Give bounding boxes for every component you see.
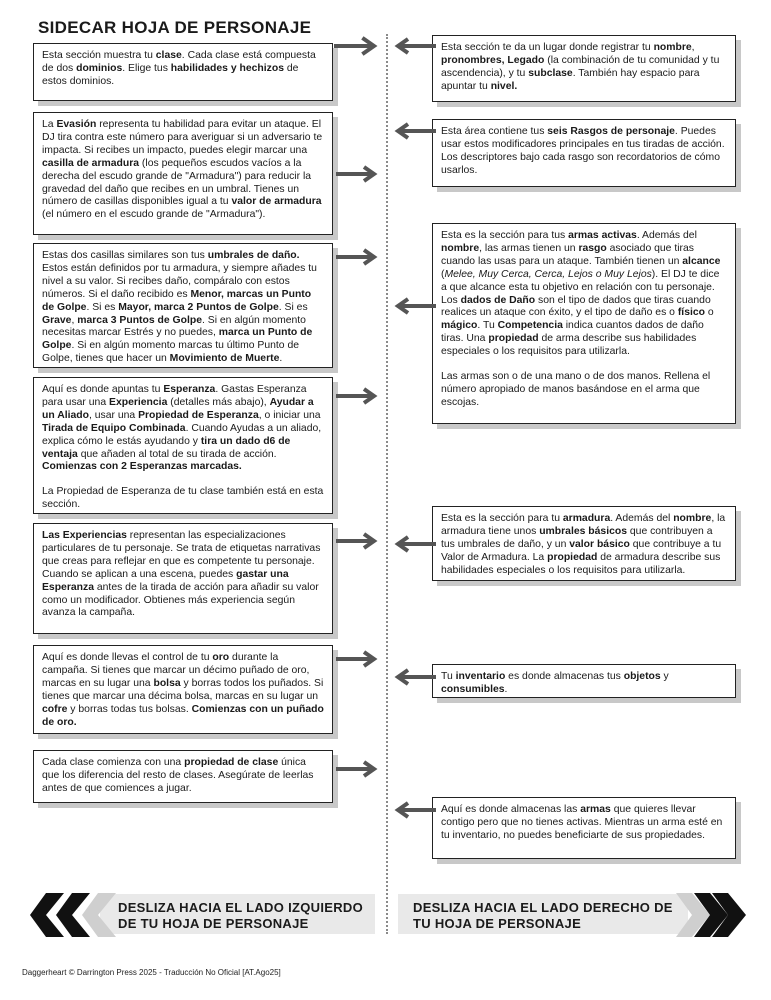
arrow-left-icon xyxy=(386,121,438,141)
double-chevron-left-icon xyxy=(30,893,116,937)
box-inventario: Tu inventario es donde almacenas tus objetos y consumibles. xyxy=(432,664,736,698)
arrow-left-icon xyxy=(386,667,438,687)
arrow-left-icon xyxy=(386,534,438,554)
arrow-left-icon xyxy=(386,36,438,56)
double-chevron-right-icon xyxy=(676,893,746,937)
banner-right-text: DESLIZA HACIA EL LADO DERECHO DE TU HOJA DE PERSONAJE xyxy=(413,900,673,931)
banner-left-text: DESLIZA HACIA EL LADO IZQUIERDO DE TU HOJA DE PERSONAJE xyxy=(118,900,363,931)
arrow-right-icon xyxy=(334,759,386,779)
box-propiedad-clase: Cada clase comienza con una propiedad de clase única que los diferencia del resto de clases. Asegúrate de leerlas antes de que comiences a jugar. xyxy=(33,750,333,803)
box-rasgos: Esta área contiene tus seis Rasgos de personaje. Puedes usar estos modificadores principales en tus tiradas de acción. Los descriptores bajo cada rasgo son recordatorios de cómo usarlos. xyxy=(432,119,736,187)
arrow-right-icon xyxy=(334,386,386,406)
box-oro: Aquí es donde llevas el control de tu oro durante la campaña. Si tienes que marcar un décimo puñado de oro, marcas en su lugar una bolsa y borras todos los puñados. Si tienes que marcar una décima bolsa, marcas en su lugar un cofre y borras todas tus bolsas. Comienzas con un puñado de oro. xyxy=(33,645,333,734)
box-armadura: Esta es la sección para tu armadura. Además del nombre, la armadura tiene unos umbrales básicos que contribuyen a tus umbrales de daño, y un valor básico que contribuye a tu Valor de Armadura. La propiedad de armadura describe sus habilidades especiales o los requisitos para utilizarla. xyxy=(432,506,736,581)
footer-credit: Daggerheart © Darrington Press 2025 - Traducción No Oficial [AT.Ago25] xyxy=(22,968,281,977)
box-experiencias: Las Experiencias representan las especializaciones particulares de tu personaje. Se trata de etiquetas narrativas que creas para reflejar en que es competente tu personaje. Cuando se aplican a una escena, puedes gastar una Esperanza antes de la tirada de acción para añadir su valor como un modificador. Obtienes más experiencia según avanza la campaña. xyxy=(33,523,333,634)
arrow-left-icon xyxy=(386,800,438,820)
center-divider xyxy=(386,34,388,934)
box-esperanza: Aquí es donde apuntas tu Esperanza. Gastas Esperanza para usar una Experiencia (detalles más abajo), Ayudar a un Aliado, usar una Propiedad de Esperanza, o iniciar una Tirada de Equipo Combinada. Cuando Ayudas a un aliado, explica cómo le estás ayudando y tira un dado d6 de ventaja que añaden al total de su tirada de acción. Comienzas con 2 Esperanzas marcadas. La Propiedad de Esperanza de tu clase también está en esta sección. xyxy=(33,377,333,514)
arrow-right-icon xyxy=(334,531,386,551)
arrow-right-icon xyxy=(334,36,386,56)
arrow-right-icon xyxy=(334,247,386,267)
box-almacen-armas: Aquí es donde almacenas las armas que quieres llevar contigo pero que no tienes activas. Mientras un arma esté en tu inventario, no puedes beneficiarte de sus propiedades. xyxy=(432,797,736,859)
arrow-left-icon xyxy=(386,296,438,316)
box-evasion: La Evasión representa tu habilidad para evitar un ataque. El DJ tira contra este número para averiguar si un adversario te impacta. Si recibes un impacto, puedes elegir marcar una casilla de armadura (los pequeños escudos vacíos a la derecha del escudo grande de "Armadura") para reducir la gravedad del daño que recibes en un umbral. Tienes un número de casillas disponibles igual a tu valor de armadura (el número en el escudo grande de "Armadura"). xyxy=(33,112,333,235)
box-nombre: Esta sección te da un lugar donde registrar tu nombre, pronombres, Legado (la combinación de tu comunidad y tu ascendencia), y tu subclase. También hay espacio para apuntar tu nivel. xyxy=(432,35,736,102)
arrow-right-icon xyxy=(334,164,386,184)
box-umbrales: Estas dos casillas similares son tus umbrales de daño. Estos están definidos por tu armadura, y siempre añades tu nivel a su valor. Si recibes daño, compáralo con estos números. Si el daño recibido es Menor, marcas un Punto de Golpe. Si es Mayor, marca 2 Puntos de Golpe. Si es Grave, marca 3 Puntos de Golpe. Si en algún momento necesitas marcar Estrés y no puedes, marca un Punto de Golpe. Si en algún momento marcas tu último Punto de Golpe, tienes que hacer un Movimiento de Muerte. xyxy=(33,243,333,368)
box-armas: Esta es la sección para tus armas activas. Además del nombre, las armas tienen un rasgo asociado que tiras cuando las usas para un ataque. También tienen un alcance (Melee, Muy Cerca, Cerca, Lejos o Muy Lejos). El DJ te dice a que alcance esta tu objetivo en relación con tu personaje. Los dados de Daño son el tipo de dados que tiras cuando realices un ataque con éxito, y el tipo de daño es o físico o mágico. Tu Competencia indica cuantos dados de daño tiras. Una propiedad de arma describe sus habilidades especiales o los requisitos para utilizarla. Las armas son o de una mano o de dos manos. Rellena el número apropiado de manos basándose en el arma que escojas. xyxy=(432,223,736,424)
page-title: SIDECAR HOJA DE PERSONAJE xyxy=(38,18,312,37)
arrow-right-icon xyxy=(334,649,386,669)
box-clase: Esta sección muestra tu clase. Cada clase está compuesta de dos dominios. Elige tus habilidades y hechizos de estos dominios. xyxy=(33,43,333,101)
